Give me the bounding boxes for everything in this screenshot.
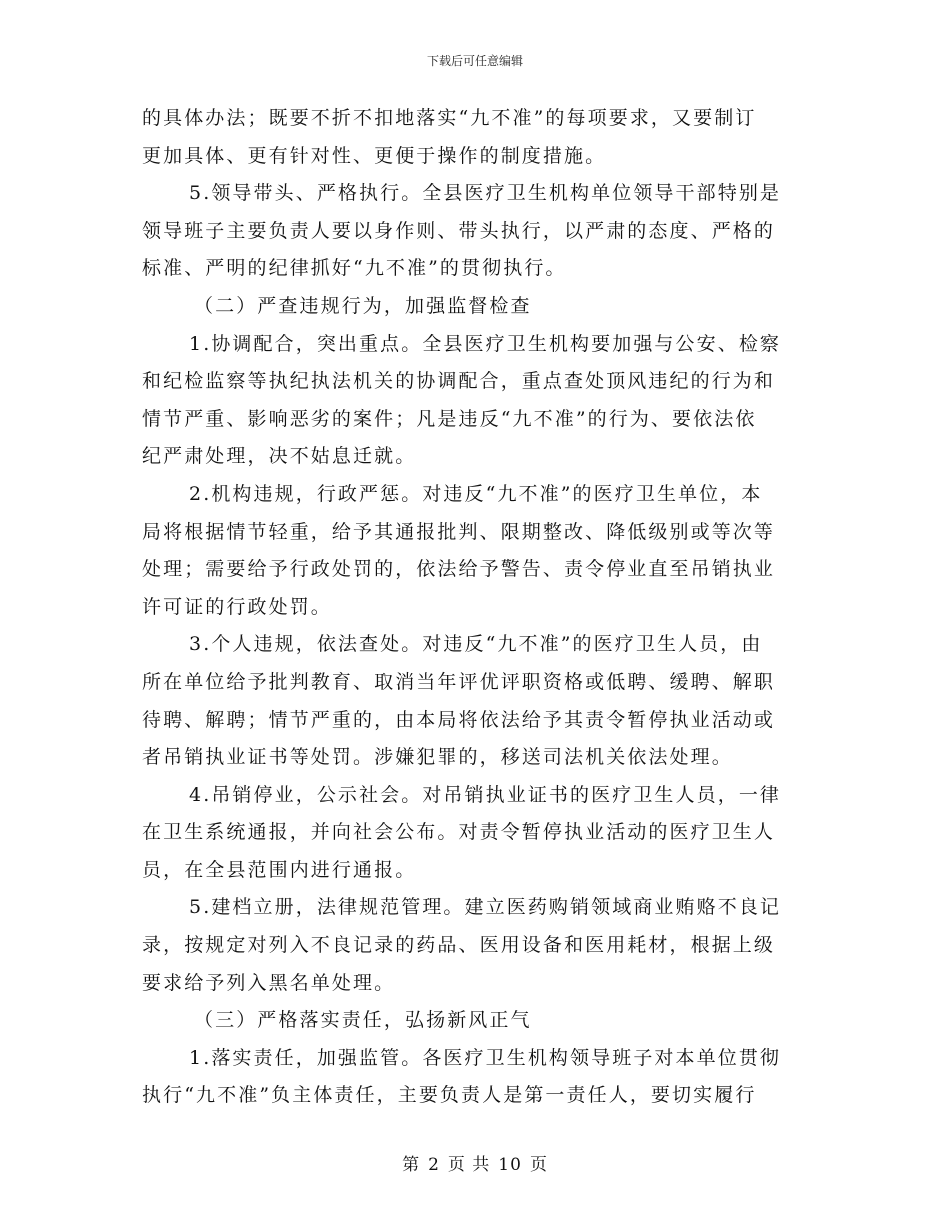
text-line: 者吊销执业证书等处罚。涉嫌犯罪的，移送司法机关依法处理。 (142, 746, 733, 769)
text-line: 5.领导带头、严格执行。全县医疗卫生机构单位领导干部特别是 (189, 182, 782, 205)
section-heading: （三）严格落实责任，弘扬新风正气 (194, 1009, 532, 1032)
text-line: 员，在全县范围内进行通报。 (142, 858, 417, 881)
text-line: 1.协调配合，突出重点。全县医疗卫生机构要加强与公安、检察 (189, 332, 782, 355)
page-footer (0, 1153, 950, 1177)
text-line: 情节严重、影响恶劣的案件；凡是违反“九不准”的行为、要依法依 (142, 407, 757, 430)
total-page-count: 10 (498, 1155, 522, 1175)
text-line: 的具体办法；既要不折不扣地落实“九不准”的每项要求，又要制订 (142, 107, 757, 129)
text-line: 处理；需要给予行政处罚的，依法给予警告、责令停业直至吊销执业 (142, 558, 776, 581)
text-line: 2.机构违规，行政严惩。对违反“九不准”的医疗卫生单位，本 (189, 482, 763, 505)
page-header: 下载后可任意编辑 (426, 54, 523, 68)
text-line: 待聘、解聘；情节严重的，由本局将依法给予其责令暂停执业活动或 (142, 708, 776, 731)
page-label-prefix: 第 (402, 1155, 421, 1175)
text-line: 执行“九不准”负主体责任，主要负责人是第一责任人，要切实履行 (142, 1084, 757, 1107)
text-line: 1.落实责任，加强监管。各医疗卫生机构领导班子对本单位贯彻 (189, 1046, 782, 1069)
text-line: 和纪检监察等执纪执法机关的协调配合，重点查处顶风违纪的行为和 (142, 370, 776, 393)
text-line: 要求给予列入黑名单处理。 (142, 971, 396, 994)
text-line: 许可证的行政处罚。 (142, 595, 332, 618)
page-label-suffix: 页 (529, 1155, 548, 1175)
text-line: 5.建档立册，法律规范管理。建立医药购销领域商业贿赂不良记 (189, 896, 782, 919)
current-page-number: 2 (428, 1155, 440, 1175)
text-line: 纪严肃处理，决不姑息迁就。 (142, 445, 417, 468)
text-line: 在卫生系统通报，并向社会公布。对责令暂停执业活动的医疗卫生人 (142, 821, 776, 844)
page-label-mid: 页 共 (447, 1155, 491, 1175)
text-line: 4.吊销停业，公示社会。对吊销执业证书的医疗卫生人员，一律 (189, 783, 782, 806)
text-line: 所在单位给予批判教育、取消当年评优评职资格或低聘、缓聘、解职 (142, 670, 776, 693)
section-heading: （二）严查违规行为，加强监督检查 (194, 294, 532, 317)
text-line: 局将根据情节轻重，给予其通报批判、限期整改、降低级别或等次等 (142, 520, 776, 543)
document-body (142, 100, 802, 1115)
text-line: 领导班子主要负责人要以身作则、带头执行，以严肃的态度、严格的 (142, 219, 776, 242)
text-line: 录，按规定对列入不良记录的药品、医用设备和医用耗材，根据上级 (142, 934, 776, 957)
text-line: 更加具体、更有针对性、更便于操作的制度措施。 (142, 144, 607, 167)
text-line: 3.个人违规，依法查处。对违反“九不准”的医疗卫生人员，由 (189, 633, 763, 656)
text-line: 标准、严明的纪律抓好“九不准”的贯彻执行。 (142, 257, 567, 280)
